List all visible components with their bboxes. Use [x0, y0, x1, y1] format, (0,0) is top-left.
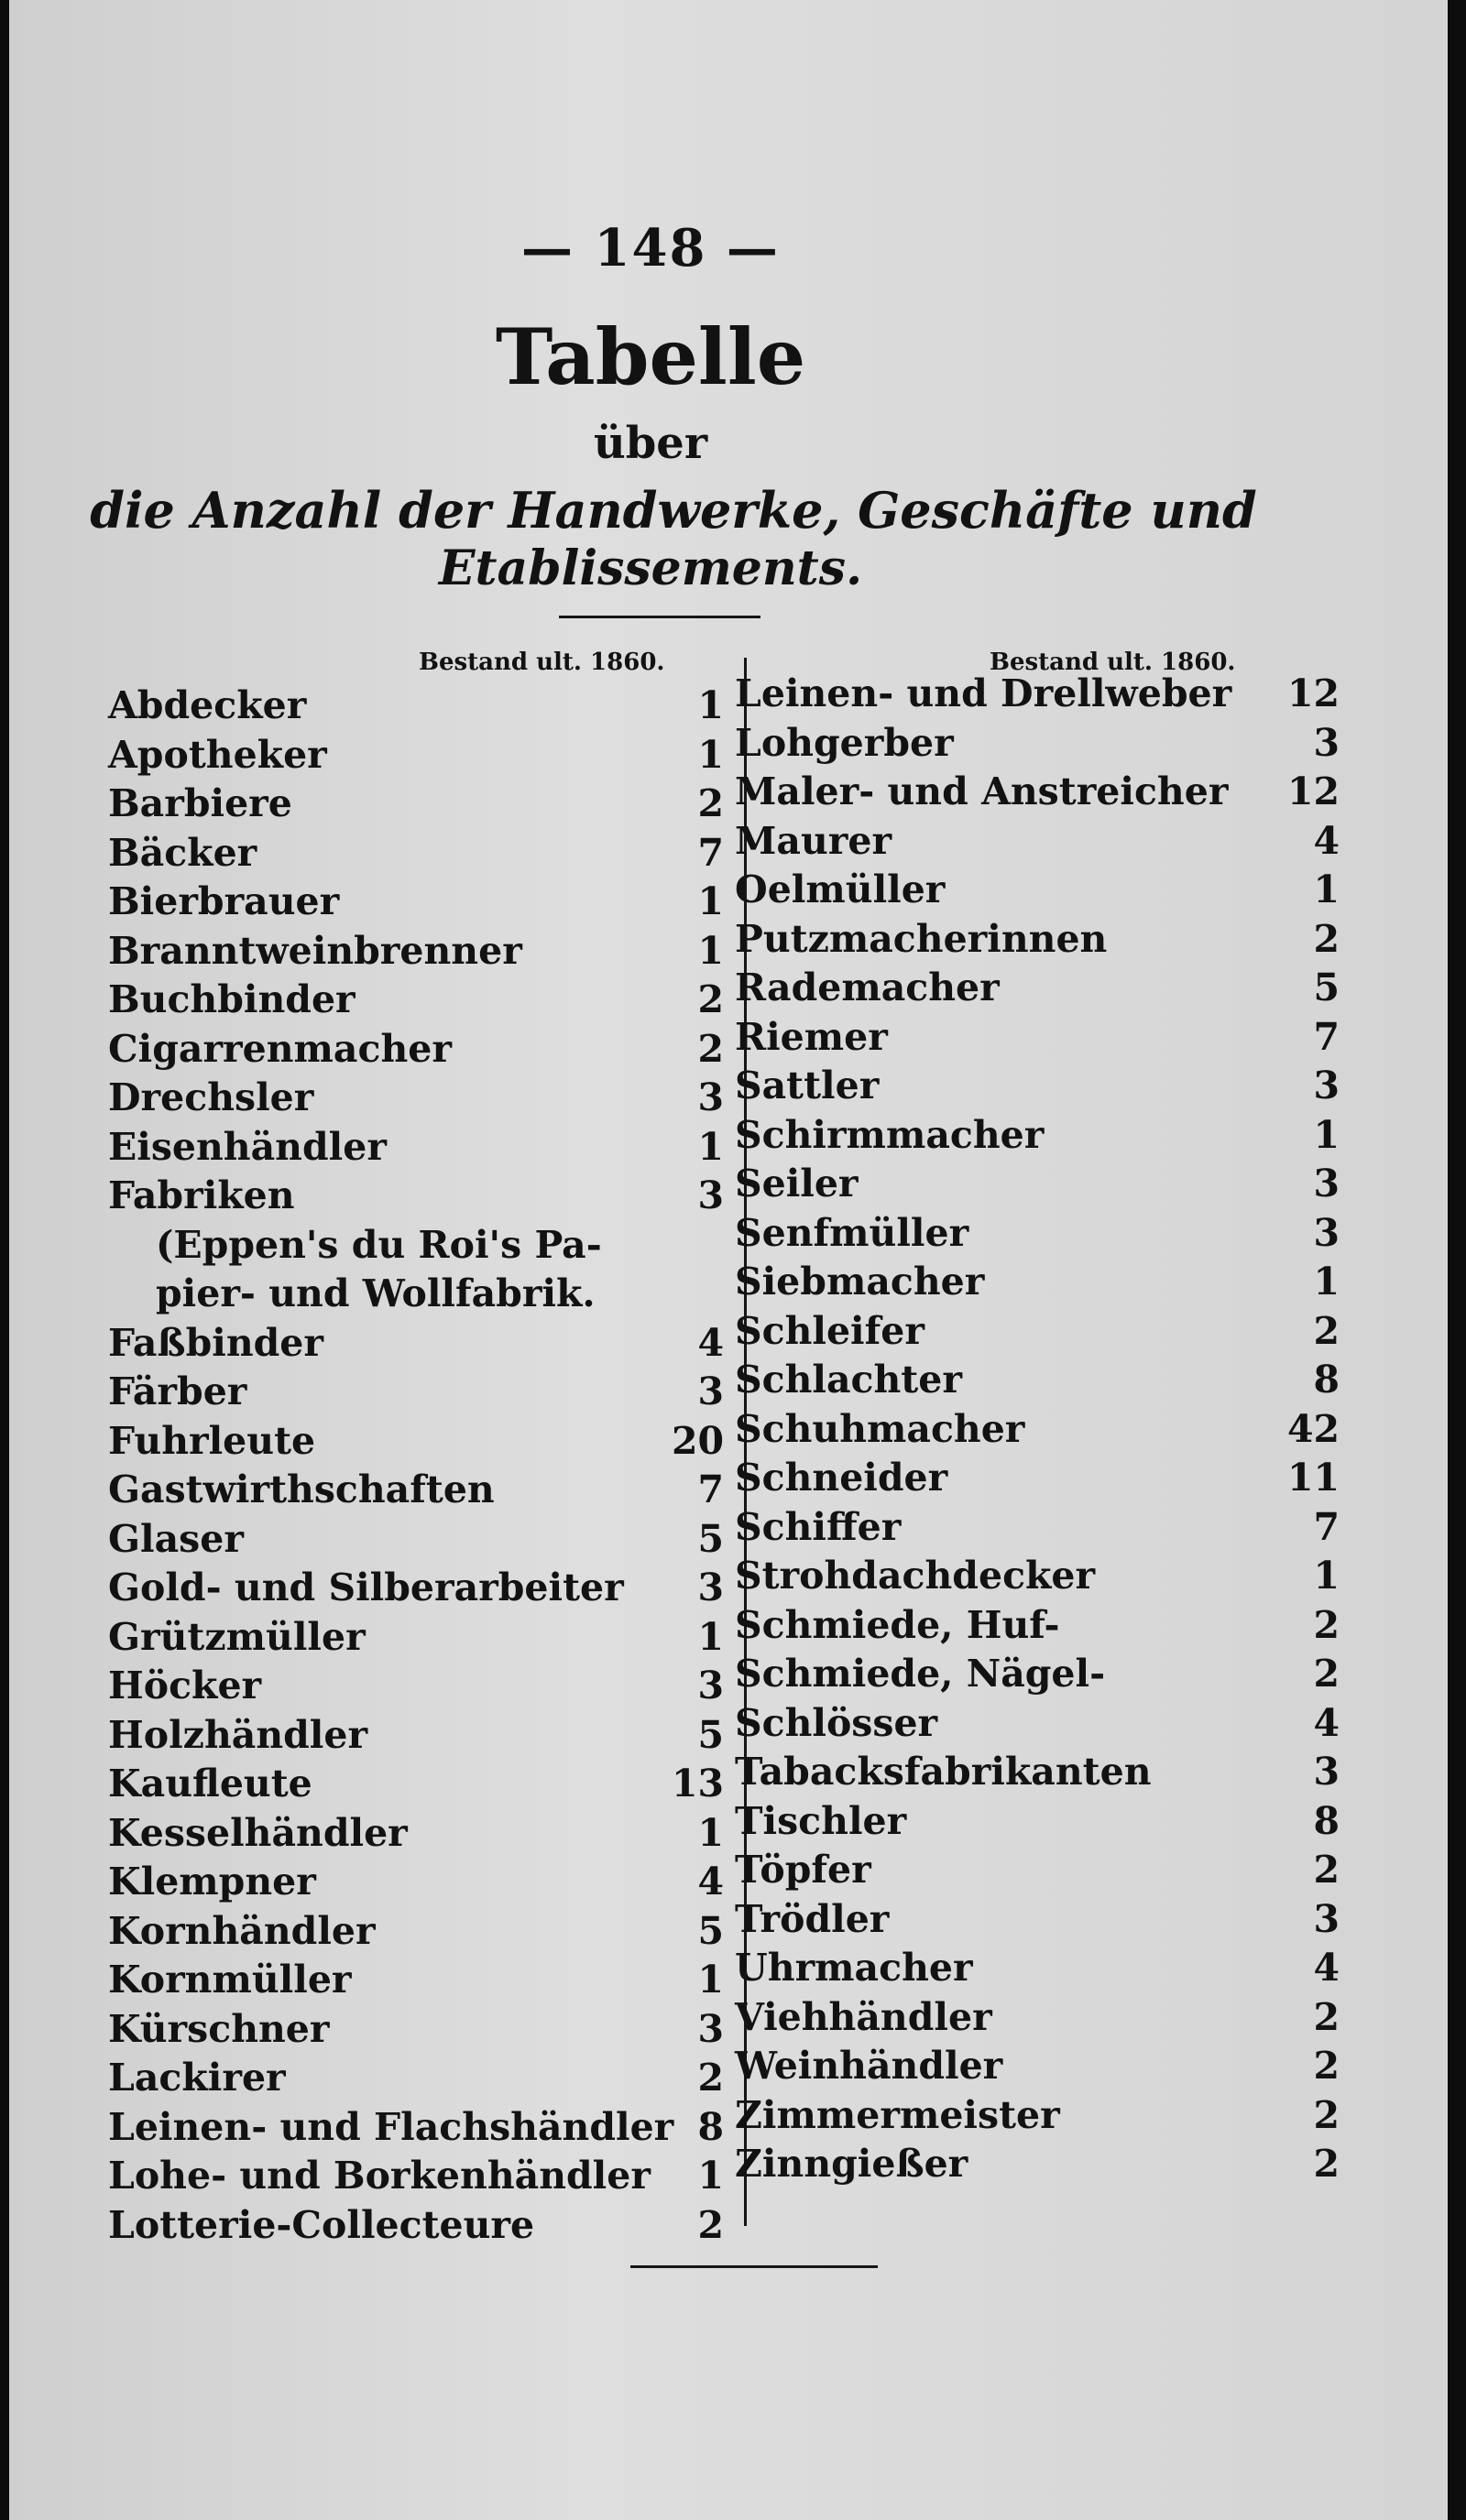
subtitle-line-3: Etablissements.	[438, 540, 863, 596]
table-row	[735, 1306, 1340, 1356]
row-label: (Eppen's du Roi's Pa-	[156, 1222, 602, 1267]
row-count: 1	[697, 1614, 724, 1659]
row-count: 3	[1313, 1064, 1340, 1107]
row-label: Weinhändler	[735, 2044, 1003, 2088]
table-row	[735, 1845, 1340, 1894]
row-label: Kornhändler	[108, 1908, 376, 1953]
right-column-header: Bestand ult. 1860.	[990, 649, 1236, 676]
row-label: Abdecker	[108, 683, 307, 727]
row-count: 42	[1286, 1406, 1340, 1451]
row-label: Klempner	[108, 1860, 316, 1904]
table-row	[108, 1661, 740, 1710]
row-label: Tischler	[735, 1798, 907, 1843]
row-label: Zimmermeister	[735, 2092, 1060, 2137]
row-count: 4	[697, 1860, 724, 1904]
row-count: 3	[697, 1369, 724, 1413]
table-row	[108, 2102, 740, 2152]
row-count: 1	[697, 879, 724, 923]
row-count: 1	[697, 732, 724, 777]
row-count: 2	[1313, 2142, 1340, 2186]
row-label: Leinen- und Drellweber	[735, 671, 1232, 715]
row-count: 8	[1313, 1358, 1340, 1402]
row-count: 1	[697, 1124, 724, 1169]
row-label: Eisenhändler	[108, 1124, 387, 1169]
row-count: 11	[1286, 1456, 1340, 1500]
table-row	[735, 1159, 1340, 1208]
table-row	[735, 1061, 1340, 1110]
row-label: Strohdachdecker	[735, 1554, 1096, 1598]
row-label: Schuhmacher	[735, 1406, 1025, 1451]
row-count: 3	[697, 2006, 724, 2051]
row-count: 3	[1313, 1750, 1340, 1794]
table-row	[735, 1649, 1340, 1698]
table-row	[735, 1796, 1340, 1846]
table-row	[735, 2139, 1340, 2188]
row-count: 7	[697, 1467, 724, 1511]
row-count: 2	[1313, 2044, 1340, 2088]
row-label: Apotheker	[108, 732, 327, 777]
row-label: Leinen- und Flachshändler	[108, 2104, 674, 2149]
table-row	[108, 1759, 740, 1808]
row-label: Rademacher	[735, 965, 1000, 1009]
table-row	[108, 1220, 740, 1270]
table-row	[108, 1955, 740, 2004]
row-count: 1	[697, 1810, 724, 1855]
table-row	[735, 718, 1340, 768]
row-label: Viehhändler	[735, 1994, 992, 2039]
row-count: 7	[697, 830, 724, 875]
row-label: Färber	[108, 1369, 247, 1413]
left-column-header: Bestand ult. 1860.	[419, 649, 665, 676]
row-count: 1	[697, 928, 724, 973]
row-count: 1	[1313, 1554, 1340, 1598]
row-count: 5	[697, 1908, 724, 1953]
row-count: 1	[697, 2154, 724, 2198]
row-label: Töpfer	[735, 1848, 871, 1892]
table-row	[108, 1122, 740, 1172]
table-row	[735, 2041, 1340, 2090]
table-row	[108, 2200, 740, 2250]
row-count: 3	[1313, 1210, 1340, 1255]
table-row	[735, 1110, 1340, 1160]
row-count: 4	[1313, 1700, 1340, 1745]
table-row	[108, 1073, 740, 1122]
table-row	[108, 1808, 740, 1858]
table-row	[735, 1600, 1340, 1650]
table-row	[108, 1024, 740, 1074]
table-row	[735, 1012, 1340, 1062]
row-label: Seiler	[735, 1162, 859, 1205]
row-label: Schmiede, Nägel-	[735, 1652, 1106, 1696]
row-label: Barbiere	[108, 781, 292, 825]
table-row	[108, 828, 740, 878]
row-count: 2	[697, 781, 724, 825]
table-row	[735, 963, 1340, 1012]
row-label: Kürschner	[108, 2006, 330, 2051]
row-label: Trödler	[735, 1896, 890, 1941]
row-label: Maler- und Anstreicher	[735, 769, 1229, 813]
row-label: Cigarrenmacher	[108, 1026, 452, 1071]
table-row	[108, 877, 740, 926]
table-row	[108, 2004, 740, 2054]
row-count: 1	[697, 1958, 724, 2002]
row-count: 7	[1313, 1014, 1340, 1059]
row-label: Uhrmacher	[735, 1946, 973, 1990]
row-label: Bäcker	[108, 830, 257, 875]
row-label: Höcker	[108, 1664, 262, 1707]
row-count: 2	[1313, 1308, 1340, 1353]
row-label: Faßbinder	[108, 1320, 323, 1365]
table-row	[735, 1208, 1340, 1258]
row-count: 4	[1313, 818, 1340, 863]
row-label: Gastwirthschaften	[108, 1467, 495, 1511]
row-label: Sattler	[735, 1064, 880, 1107]
table-row	[108, 1465, 740, 1514]
row-count: 1	[1313, 1260, 1340, 1304]
row-label: Kesselhändler	[108, 1810, 408, 1855]
table-row	[735, 1992, 1340, 2042]
table-row	[735, 1894, 1340, 1944]
row-count: 3	[1313, 1162, 1340, 1205]
row-count: 3	[697, 1664, 724, 1707]
row-count: 2	[697, 1026, 724, 1071]
row-label: Lohgerber	[735, 720, 954, 765]
table-row	[108, 730, 740, 780]
table-row	[108, 1514, 740, 1564]
row-count: 1	[1313, 1112, 1340, 1157]
table-row	[735, 914, 1340, 964]
row-label: Fuhrleute	[108, 1418, 316, 1463]
table-row	[735, 1943, 1340, 1992]
table-row	[108, 1563, 740, 1612]
row-label: Schiffer	[735, 1504, 902, 1549]
row-label: Kaufleute	[108, 1762, 312, 1805]
row-count: 5	[1313, 965, 1340, 1009]
row-count: 12	[1286, 671, 1340, 715]
row-label: Fabriken	[108, 1173, 295, 1217]
row-count: 2	[697, 2202, 724, 2247]
row-count: 2	[1313, 1652, 1340, 1696]
subtitle-line-1: über	[593, 418, 708, 469]
row-count: 13	[671, 1762, 724, 1805]
book-page	[9, 0, 1448, 2520]
row-label: Maurer	[735, 818, 892, 863]
table-row	[108, 1857, 740, 1906]
row-label: Schlachter	[735, 1358, 962, 1402]
row-label: Zinngießer	[735, 2142, 968, 2186]
table-row	[108, 1612, 740, 1662]
table-row	[735, 1404, 1340, 1454]
table-row	[735, 669, 1340, 718]
row-count: 2	[1313, 1848, 1340, 1892]
row-count: 3	[697, 1173, 724, 1217]
row-count: 2	[1313, 2092, 1340, 2137]
row-label: Siebmacher	[735, 1260, 985, 1304]
row-label: Schirmmacher	[735, 1112, 1045, 1157]
row-label: Kornmüller	[108, 1958, 352, 2002]
table-row	[735, 1551, 1340, 1600]
row-count: 4	[1313, 1946, 1340, 1990]
row-count: 2	[1313, 1602, 1340, 1647]
table-row	[735, 1747, 1340, 1796]
row-label: Glaser	[108, 1516, 244, 1561]
table-row	[108, 1416, 740, 1466]
row-label: Tabacksfabrikanten	[735, 1750, 1152, 1794]
table-row	[108, 779, 740, 828]
row-label: Bierbrauer	[108, 879, 340, 923]
table-row	[108, 975, 740, 1024]
row-label: Senfmüller	[735, 1210, 969, 1255]
row-label: Holzhändler	[108, 1712, 368, 1757]
row-label: Schneider	[735, 1456, 948, 1500]
subtitle-line-2: die Anzahl der Handwerke, Geschäfte und	[90, 481, 1257, 540]
row-count: 3	[697, 1565, 724, 1609]
row-count: 2	[697, 2056, 724, 2100]
table-row	[735, 816, 1340, 866]
row-label: Schleifer	[735, 1308, 924, 1353]
row-count: 1	[1313, 867, 1340, 911]
row-count: 5	[697, 1712, 724, 1757]
table-row	[108, 1318, 740, 1368]
table-row	[108, 1367, 740, 1416]
row-label: Oelmüller	[735, 867, 946, 911]
table-row	[735, 2090, 1340, 2140]
table-row	[108, 1710, 740, 1760]
row-count: 2	[697, 977, 724, 1021]
row-count: 5	[697, 1516, 724, 1561]
row-label: Riemer	[735, 1014, 888, 1059]
row-label: Buchbinder	[108, 977, 356, 1021]
row-count: 2	[1313, 1994, 1340, 2039]
table-row	[735, 865, 1340, 914]
row-count: 2	[1313, 916, 1340, 961]
table-row	[735, 1453, 1340, 1502]
table-row	[735, 1355, 1340, 1404]
row-label: Lotterie-Collecteure	[108, 2202, 535, 2247]
row-label: Drechsler	[108, 1075, 314, 1119]
row-count: 7	[1313, 1504, 1340, 1549]
row-label: Lackirer	[108, 2056, 286, 2100]
table-row	[108, 1906, 740, 1956]
row-label: Putzmacherinnen	[735, 916, 1108, 961]
row-count: 4	[697, 1320, 724, 1365]
row-count: 3	[697, 1075, 724, 1119]
row-label: Grützmüller	[108, 1614, 366, 1659]
row-label: pier- und Wollfabrik.	[156, 1271, 596, 1315]
row-count: 12	[1286, 769, 1340, 813]
row-label: Gold- und Silberarbeiter	[108, 1565, 624, 1609]
row-count: 8	[1313, 1798, 1340, 1843]
row-count: 3	[1313, 1896, 1340, 1941]
table-row	[108, 926, 740, 976]
table-row	[735, 1257, 1340, 1306]
page-number: — 148 —	[521, 218, 780, 278]
table-row	[108, 2151, 740, 2200]
row-count: 1	[697, 683, 724, 727]
row-label: Schlösser	[735, 1700, 938, 1745]
table-row	[108, 681, 740, 730]
row-count: 8	[697, 2104, 724, 2149]
table-row	[108, 1171, 740, 1220]
row-label: Schmiede, Huf-	[735, 1602, 1060, 1647]
table-row	[108, 2053, 740, 2102]
row-count: 3	[1313, 720, 1340, 765]
bottom-rule	[630, 2265, 878, 2268]
row-label: Lohe- und Borkenhändler	[108, 2154, 651, 2198]
table-row	[735, 767, 1340, 816]
table-row	[108, 1269, 740, 1318]
table-row	[735, 1698, 1340, 1748]
table-row	[735, 1502, 1340, 1552]
row-label: Branntweinbrenner	[108, 928, 522, 973]
row-count: 20	[671, 1418, 724, 1463]
page-title: Tabelle	[495, 311, 806, 402]
title-rule	[559, 616, 760, 618]
